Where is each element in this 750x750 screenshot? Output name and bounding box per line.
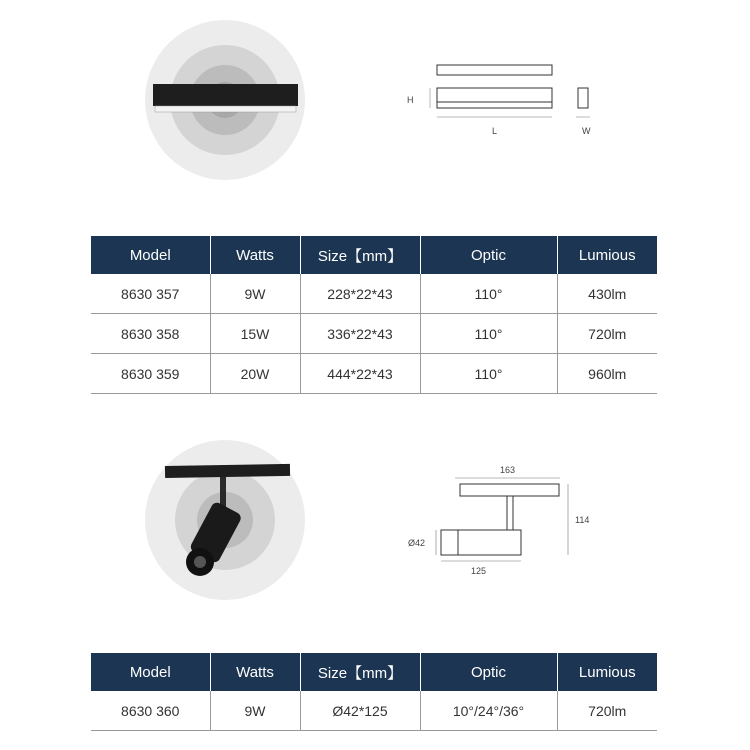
cell-optic: 10°/24°/36° bbox=[420, 691, 557, 731]
width-163-label: 163 bbox=[500, 465, 516, 475]
header-size: Size【mm】 bbox=[300, 236, 420, 274]
cell-model: 8630 357 bbox=[91, 274, 210, 314]
cell-lumious: 960lm bbox=[557, 354, 657, 394]
header-lumious: Lumious bbox=[557, 653, 657, 691]
table-row bbox=[91, 354, 657, 394]
cell-size: Ø42*125 bbox=[300, 691, 420, 731]
spec-table-spotlight bbox=[91, 653, 657, 731]
header-size: Size【mm】 bbox=[300, 653, 420, 691]
cell-watts: 9W bbox=[210, 274, 300, 314]
table-header-row bbox=[91, 653, 657, 691]
header-watts: Watts bbox=[210, 236, 300, 274]
length-label: L bbox=[492, 126, 498, 136]
cell-optic: 110° bbox=[420, 354, 557, 394]
cell-size: 444*22*43 bbox=[300, 354, 420, 394]
header-model: Model bbox=[91, 236, 210, 274]
cell-optic: 110° bbox=[420, 274, 557, 314]
spotlight-product-image bbox=[145, 440, 305, 600]
width-label: W bbox=[582, 126, 591, 136]
height-label: H bbox=[407, 95, 414, 105]
cell-lumious: 720lm bbox=[557, 691, 657, 731]
table-row bbox=[91, 691, 657, 731]
table-header-row bbox=[91, 236, 657, 274]
header-watts: Watts bbox=[210, 653, 300, 691]
cell-size: 336*22*43 bbox=[300, 314, 420, 354]
cell-optic: 110° bbox=[420, 314, 557, 354]
height-114-label: 114 bbox=[575, 515, 590, 525]
cell-lumious: 430lm bbox=[557, 274, 657, 314]
header-optic: Optic bbox=[420, 653, 557, 691]
cell-watts: 9W bbox=[210, 691, 300, 731]
linear-light-product-image bbox=[145, 20, 305, 180]
table-row bbox=[91, 274, 657, 314]
cell-model: 8630 358 bbox=[91, 314, 210, 354]
length-125-label: 125 bbox=[471, 566, 487, 576]
table-row bbox=[91, 314, 657, 354]
cell-watts: 20W bbox=[210, 354, 300, 394]
diameter-label: Ø42 bbox=[408, 538, 426, 548]
cell-model: 8630 360 bbox=[91, 691, 210, 731]
cell-watts: 15W bbox=[210, 314, 300, 354]
header-lumious: Lumious bbox=[557, 236, 657, 274]
cell-lumious: 720lm bbox=[557, 314, 657, 354]
cell-model: 8630 359 bbox=[91, 354, 210, 394]
cell-size: 228*22*43 bbox=[300, 274, 420, 314]
header-model: Model bbox=[91, 653, 210, 691]
spec-table-linear bbox=[91, 236, 657, 394]
linear-light-dimension-diagram bbox=[400, 55, 620, 155]
header-optic: Optic bbox=[420, 236, 557, 274]
